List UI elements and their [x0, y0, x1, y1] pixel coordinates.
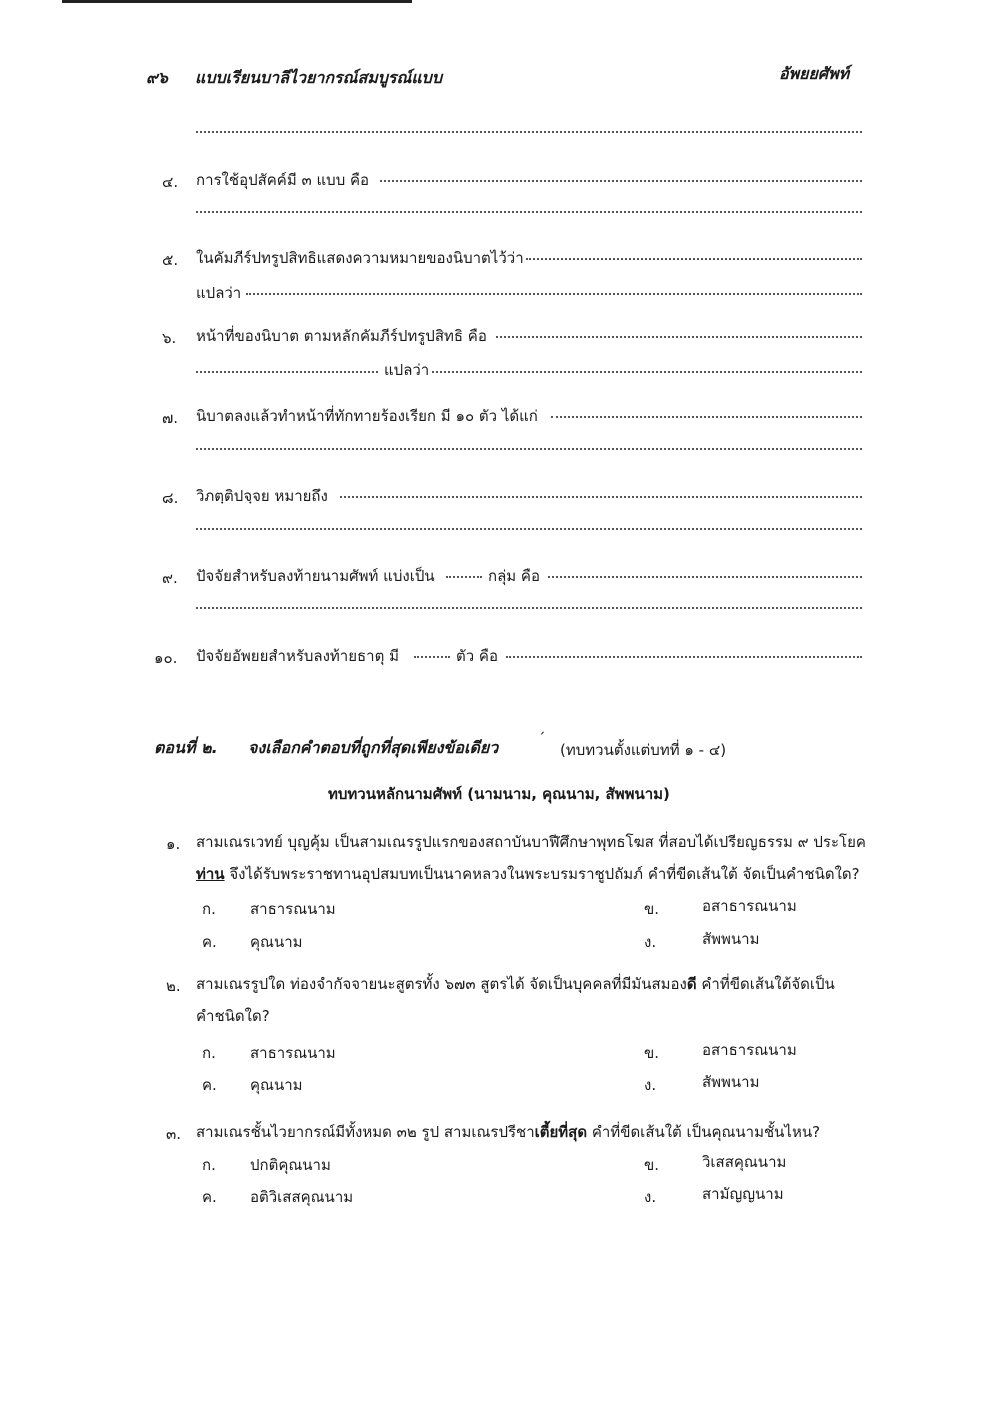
- question-number: ๑๐.: [154, 649, 178, 667]
- option-key: ค.: [202, 1188, 217, 1206]
- section-label: ตอนที่ ๒.: [154, 738, 218, 757]
- top-rule: [62, 0, 412, 3]
- section-note: (ทบทวนตั้งแต่บทที่ ๑ - ๔): [560, 741, 727, 759]
- option-text: สามัญญนาม: [702, 1185, 784, 1203]
- option-key: ง.: [644, 1076, 657, 1094]
- option-text: อสาธารณนาม: [702, 897, 797, 915]
- mc-question-line1-a: สามเณรรูปใด ท่องจำกัจจายนะสูตรทั้ง ๖๗๓ สูตรได้ จัดเป็นบุคคลที่มีมันสมอง: [196, 975, 687, 993]
- mc-question-line1: สามเณรเวทย์ บุญคุ้ม เป็นสามเณรรูปแรกของสถาบันบาฬีศึกษาพุทธโฆส ที่สอบได้เปรียญธรรม ๙ ประโยค: [196, 833, 866, 851]
- emphasized-word: ดี: [686, 975, 697, 993]
- question-number: ๙.: [162, 569, 178, 587]
- mc-question-number: ๒.: [166, 977, 181, 995]
- question-text: ปัจจัยสำหรับลงท้ายนามศัพท์ แบ่งเป็น: [196, 567, 435, 585]
- question-text-line2: แปลว่า: [384, 361, 430, 379]
- option-text: สาธารณนาม: [250, 1044, 336, 1062]
- question-text-part2: ตัว คือ: [456, 647, 498, 665]
- question-text: ปัจจัยอัพยยสำหรับลงท้ายธาตุ มี: [196, 647, 399, 665]
- question-text-line2: แปลว่า: [196, 284, 242, 302]
- emphasized-word: เตี้ยที่สุด: [534, 1123, 588, 1141]
- chapter-title: อัพยยศัพท์: [779, 64, 850, 83]
- answer-line: [526, 258, 862, 260]
- page-number: ๙๖: [146, 68, 168, 87]
- answer-line: [380, 180, 862, 182]
- answer-line: [340, 496, 862, 498]
- option-key: ง.: [644, 933, 657, 951]
- answer-line: [196, 607, 862, 609]
- answer-line: [246, 293, 862, 295]
- option-text: คุณนาม: [250, 933, 303, 951]
- tick-mark: ˊ: [538, 730, 546, 748]
- book-title: แบบเรียนบาลีไวยากรณ์สมบูรณ์แบบ: [195, 68, 442, 87]
- mc-question-line2: คำชนิดใด?: [196, 1007, 270, 1025]
- option-text: วิเสสคุณนาม: [702, 1153, 787, 1171]
- question-text: นิบาตลงแล้วทำหน้าที่ทักทายร้องเรียก มี ๑๐ ตัว ได้แก่: [196, 407, 538, 425]
- option-text: ปกติคุณนาม: [250, 1156, 331, 1174]
- mc-question-line1-b: คำที่ขีดเส้นใต้จัดเป็น: [696, 975, 835, 993]
- question-text-part2: กลุ่ม คือ: [488, 567, 540, 585]
- option-key: ก.: [202, 1044, 216, 1062]
- option-key: ค.: [202, 933, 217, 951]
- question-number: ๔.: [162, 173, 179, 191]
- question-text: ในคัมภีร์ปทรูปสิทธิแสดงความหมายของนิบาตไว้ว่า: [196, 249, 524, 267]
- question-text: การใช้อุปสัคค์มี ๓ แบบ คือ: [196, 171, 370, 189]
- answer-blank: [414, 656, 450, 658]
- option-key: ง.: [644, 1188, 657, 1206]
- answer-line: [196, 371, 378, 373]
- question-number: ๕.: [162, 251, 179, 269]
- answer-line: [496, 336, 862, 338]
- option-key: ก.: [202, 900, 216, 918]
- underlined-word: ท่าน: [196, 865, 225, 883]
- option-text: สัพพนาม: [702, 930, 760, 948]
- option-key: ค.: [202, 1076, 217, 1094]
- answer-line: [196, 131, 862, 133]
- option-text: อสาธารณนาม: [702, 1041, 797, 1059]
- answer-line: [432, 371, 862, 373]
- question-number: ๖.: [162, 329, 177, 347]
- option-key: ก.: [202, 1156, 216, 1174]
- option-text: อติวิเสสคุณนาม: [250, 1188, 354, 1206]
- question-number: ๘.: [162, 489, 179, 507]
- answer-line: [196, 528, 862, 530]
- option-text: คุณนาม: [250, 1076, 303, 1094]
- mc-question-number: ๓.: [166, 1125, 182, 1143]
- section-subtitle: ทบทวนหลักนามศัพท์ (นามนาม, คุณนาม, สัพพนาม): [328, 785, 670, 803]
- mc-question-line2: [196, 862, 860, 886]
- mc-question-line1-b: คำที่ขีดเส้นใต้ เป็นคุณนามชั้นไหน?: [587, 1123, 821, 1141]
- answer-line: [506, 656, 862, 658]
- section-instruction: จงเลือกคำตอบที่ถูกที่สุดเพียงข้อเดียว: [248, 738, 499, 757]
- mc-question-number: ๑.: [166, 835, 181, 853]
- answer-line: [548, 576, 862, 578]
- answer-blank: [446, 576, 482, 578]
- question-text: หน้าที่ของนิบาต ตามหลักคัมภีร์ปทรูปสิทธิ คือ: [196, 327, 487, 345]
- mc-question-line1: [196, 1120, 820, 1144]
- question-number: ๗.: [162, 409, 179, 427]
- option-text: สัพพนาม: [702, 1073, 760, 1091]
- mc-question-line2-rest: จึงได้รับพระราชทานอุปสมบทเป็นนาคหลวงในพระบรมราชูปถัมภ์ คำที่ขีดเส้นใต้ จัดเป็นคำชนิดใด?: [224, 865, 860, 883]
- option-key: ข.: [644, 1044, 660, 1062]
- option-key: ข.: [644, 900, 660, 918]
- question-text: วิภตฺติปจฺจย หมายถึง: [196, 487, 328, 505]
- answer-line: [551, 416, 862, 418]
- answer-line: [196, 448, 862, 450]
- option-text: สาธารณนาม: [250, 900, 336, 918]
- option-key: ข.: [644, 1156, 660, 1174]
- mc-question-line1-a: สามเณรชั้นไวยากรณ์มีทั้งหมด ๓๒ รูป สามเณรปรีชา: [196, 1123, 535, 1141]
- answer-line: [196, 211, 862, 213]
- mc-question-line1: [196, 972, 835, 996]
